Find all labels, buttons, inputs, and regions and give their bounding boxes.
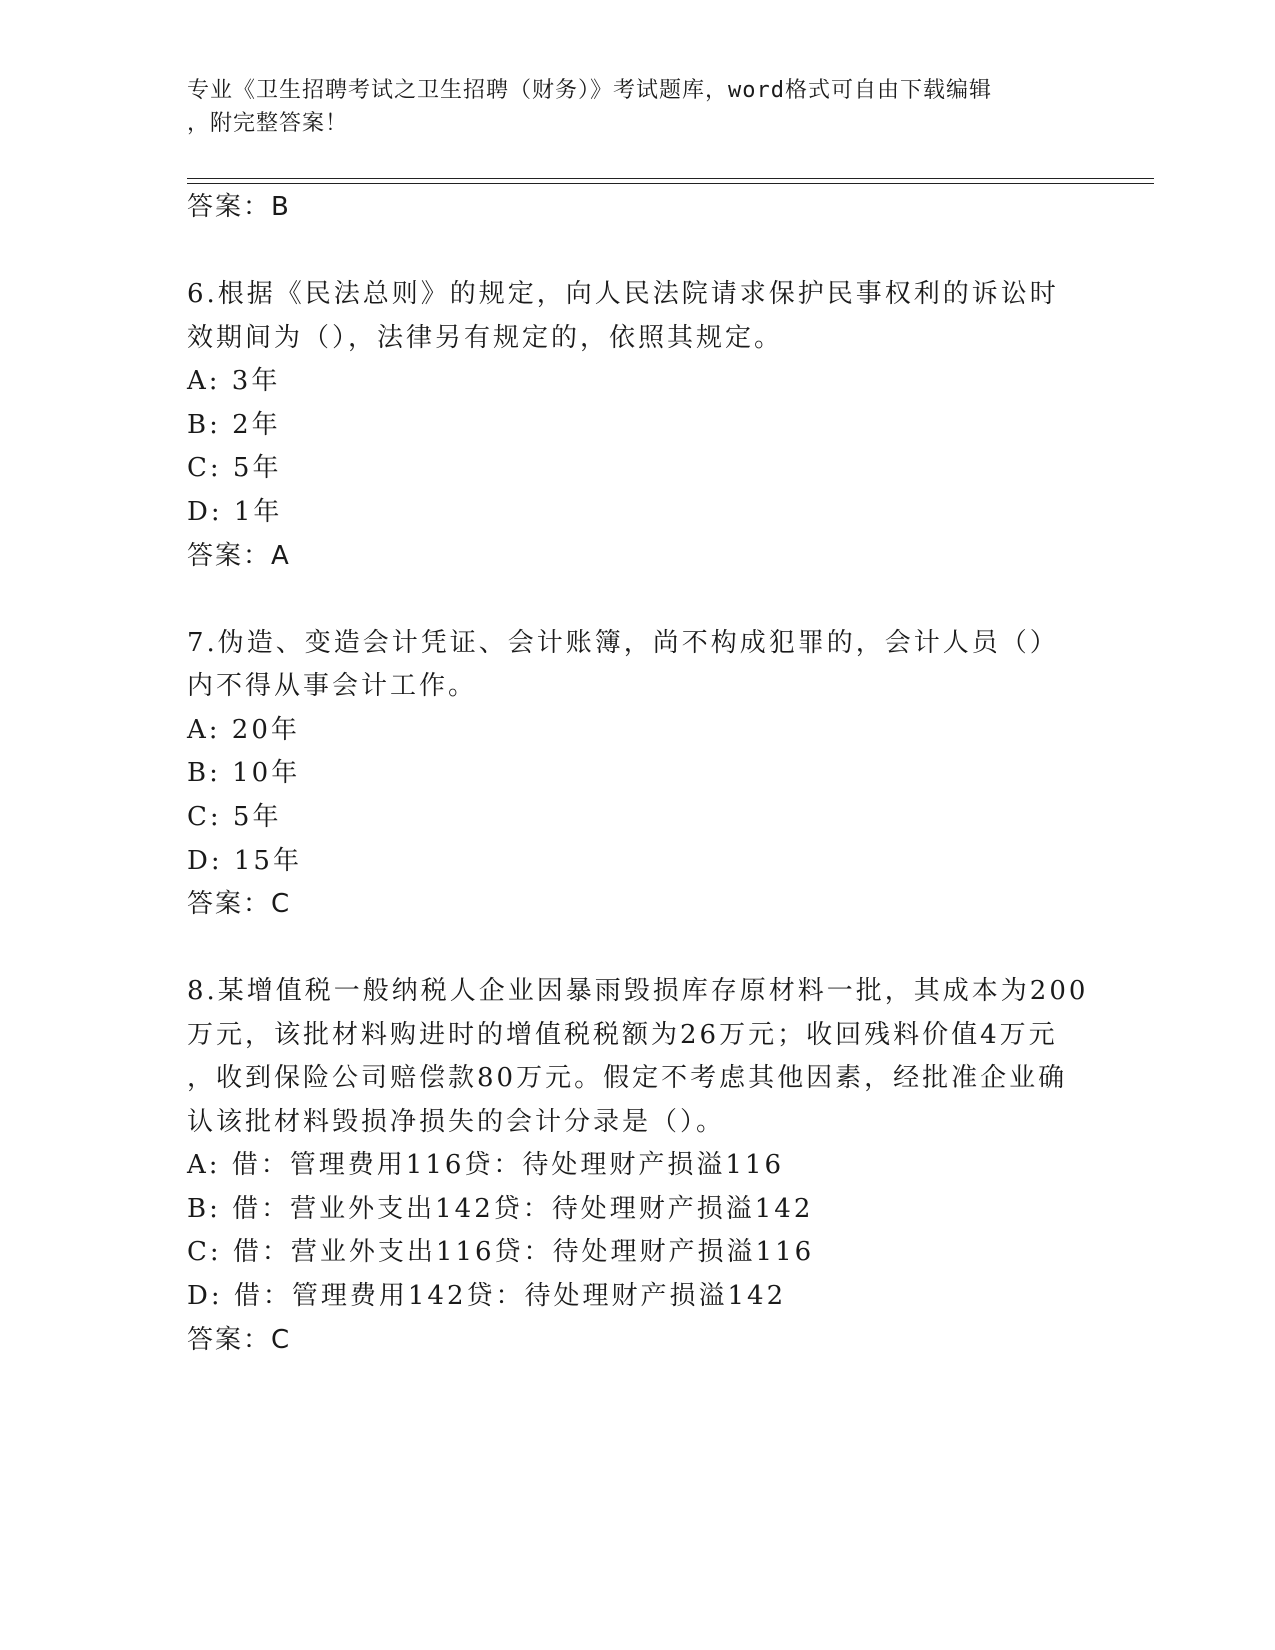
question-6-option-b: B: 2年 [187,410,281,440]
question-8-stem-line-1: 8.某增值税一般纳税人企业因暴雨毁损库存原材料一批，其成本为200 [187,976,1089,1006]
question-8-option-b: B: 借：营业外支出142贷：待处理财产损溢142 [187,1194,814,1224]
question-7-stem-line-2: 内不得从事会计工作。 [187,671,478,701]
question-6-option-a: A: 3年 [187,366,281,396]
question-8-answer: 答案：C [187,1325,292,1355]
question-7-option-a: A: 20年 [187,715,300,745]
question-7-answer: 答案：C [187,889,292,919]
question-8-option-a: A: 借：管理费用116贷：待处理财产损溢116 [187,1150,785,1180]
previous-answer: 答案：B [187,192,291,222]
document-header [187,74,1067,140]
question-7-option-c: C: 5年 [187,802,282,832]
question-6-option-d: D: 1年 [187,497,283,527]
question-8-option-d: D: 借：管理费用142贷：待处理财产损溢142 [187,1281,787,1311]
header-divider-top [187,178,1154,179]
question-8-stem-line-4: 认该批材料毁损净损失的会计分录是（）。 [187,1107,726,1137]
header-line-2: ，附完整答案！ [187,111,349,136]
question-6-option-c: C: 5年 [187,453,282,483]
question-6-stem-line-2: 效期间为（），法律另有规定的，依照其规定。 [187,323,784,353]
question-7-stem-line-1: 7.伪造、变造会计凭证、会计账簿，尚不构成犯罪的，会计人员（） [187,628,1059,658]
question-7-option-d: D: 15年 [187,846,302,876]
question-8-option-c: C: 借：营业外支出116贷：待处理财产损溢116 [187,1237,815,1267]
question-6-stem-line-1: 6.根据《民法总则》的规定，向人民法院请求保护民事权利的诉讼时 [187,279,1059,309]
question-8-stem-line-3: ，收到保险公司赔偿款80万元。假定不考虑其他因素，经批准企业确 [187,1063,1068,1093]
question-8-stem-line-2: 万元，该批材料购进时的增值税税额为26万元；收回残料价值4万元 [187,1020,1058,1050]
header-divider-bottom [187,183,1154,184]
question-7-option-b: B: 10年 [187,758,301,788]
question-6-answer: 答案：A [187,541,291,571]
header-line-1: 专业《卫生招聘考试之卫生招聘（财务）》考试题库，word格式可自由下载编辑 [187,78,992,103]
